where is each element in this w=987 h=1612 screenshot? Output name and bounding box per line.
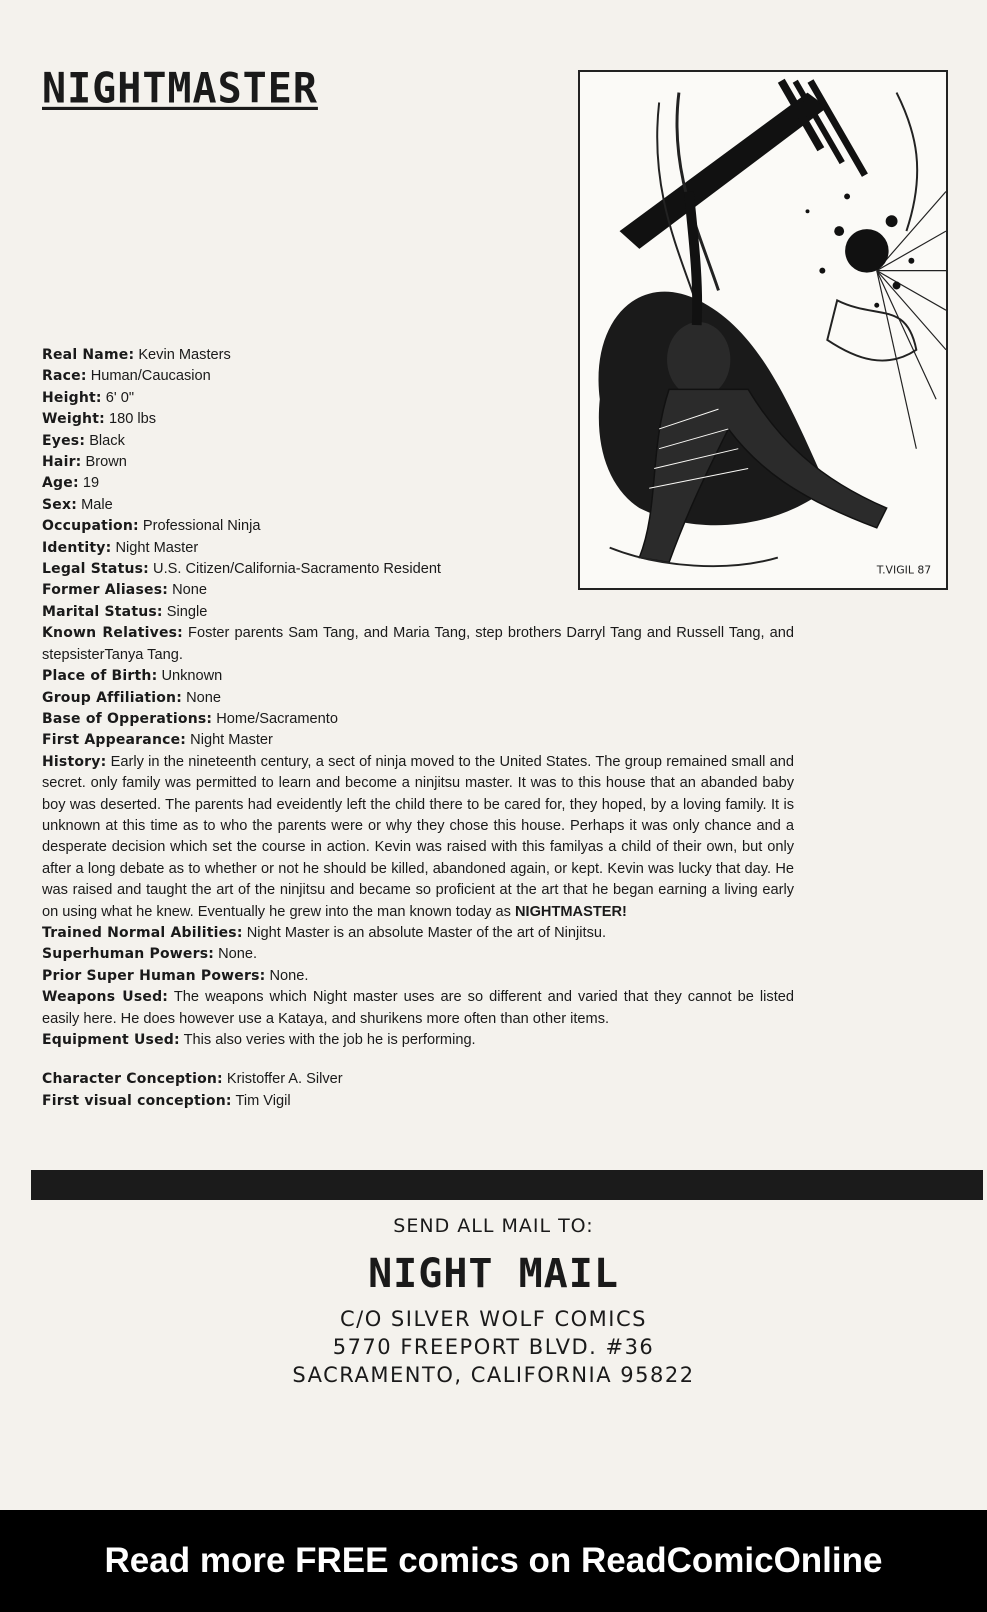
profile-superhuman-powers: Superhuman Powers: None. (42, 946, 258, 963)
night-mail-logo: NIGHT MAIL (368, 1251, 619, 1297)
profile-marital-status: Marital Status: Single (42, 603, 208, 620)
profile-occupation: Occupation: Professional Ninja (42, 518, 261, 535)
address-line-1: C/O SILVER WOLF COMICS (339, 1307, 647, 1331)
profile-identity: Identity: Night Master (42, 539, 199, 556)
mail-address-block (0, 1215, 987, 1389)
profile-history: History: Early in the nineteenth century, a sect of ninja moved to the United States. The group remained small and secret. only family was permitted to learn and become a ninjitsu master. It was to this house that an abanded baby boy was deserted. The parents had eveidently left the child there to be cared for, they hoped, by a loving family. It is unknown at this time as to who the parents were or why they chose this house. Perhaps it was only chance and a desperate decision which set the course in action. Kevin was raised with this familyas a child of their own, but only after a long debate as to whether or not he should be killed, abandoned again, or kept. Kevin was lucky that day. He was raised and taught the art of the ninjitsu and became so proficient at the art that he began earning a living early on using what he knew. Eventually he grew into the man known today as NIGHTMASTER! (42, 753, 794, 920)
profile-prior-powers: Prior Super Human Powers: None. (42, 967, 309, 984)
profile-group-affiliation: Group Affiliation: None (42, 689, 221, 706)
profile-hair: Hair: Brown (42, 454, 127, 471)
profile-weapons-used: Weapons Used: The weapons which Night master uses are so different and varied that they cannot be listed easily here. He does however use a Kataya, and shurikens more often than other items. (42, 989, 794, 1027)
spacer (42, 1051, 794, 1069)
profile-eyes: Eyes: Black (42, 432, 125, 449)
address-line-2: 5770 FREEPORT BLVD. #36 (332, 1335, 655, 1359)
character-profile (42, 345, 794, 1112)
profile-trained-abilities: Trained Normal Abilities: Night Master is an absolute Master of the art of Ninjitsu. (42, 924, 607, 941)
address-line-3: SACRAMENTO, CALIFORNIA 95822 (292, 1363, 695, 1387)
profile-legal-status: Legal Status: U.S. Citizen/California-Sacramento Resident (42, 561, 441, 578)
profile-real-name: Real Name: Kevin Masters (42, 347, 231, 363)
profile-race: Race: Human/Caucasion (42, 368, 211, 385)
profile-former-aliases: Former Aliases: None (42, 582, 207, 599)
sword-icon (620, 93, 828, 249)
profile-age: Age: 19 (42, 475, 100, 492)
profile-equipment-used: Equipment Used: This also veries with the job he is performing. (42, 1032, 476, 1048)
profile-weight: Weight: 180 lbs (42, 411, 157, 428)
promo-footer[interactable] (0, 1510, 987, 1612)
profile-first-appearance: First Appearance: Night Master (42, 732, 273, 749)
page-title: NIGHTMASTER (42, 64, 318, 114)
credit-visual-conception: First visual conception: Tim Vigil (42, 1092, 291, 1109)
artist-signature: T.VIGIL 87 (876, 563, 932, 577)
opponent-figure (827, 300, 916, 360)
send-mail-heading: SEND ALL MAIL TO: (393, 1215, 594, 1237)
profile-sex: Sex: Male (42, 496, 113, 513)
promo-footer-text[interactable]: Read more FREE comics on ReadComicOnline (104, 1541, 883, 1580)
profile-base-of-operations: Base of Opperations: Home/Sacramento (42, 710, 338, 727)
profile-place-of-birth: Place of Birth: Unknown (42, 668, 223, 685)
blood-splatter (806, 193, 915, 307)
credit-character-conception: Character Conception: Kristoffer A. Silver (42, 1071, 343, 1088)
profile-height: Height: 6' 0" (42, 389, 135, 406)
profile-known-relatives: Known Relatives: Foster parents Sam Tang, and Maria Tang, step brothers Darryl Tang and Russell Tang, and stepsisterTanya Tang. (42, 625, 794, 663)
speed-lines (877, 192, 946, 449)
divider-band (31, 1170, 983, 1200)
